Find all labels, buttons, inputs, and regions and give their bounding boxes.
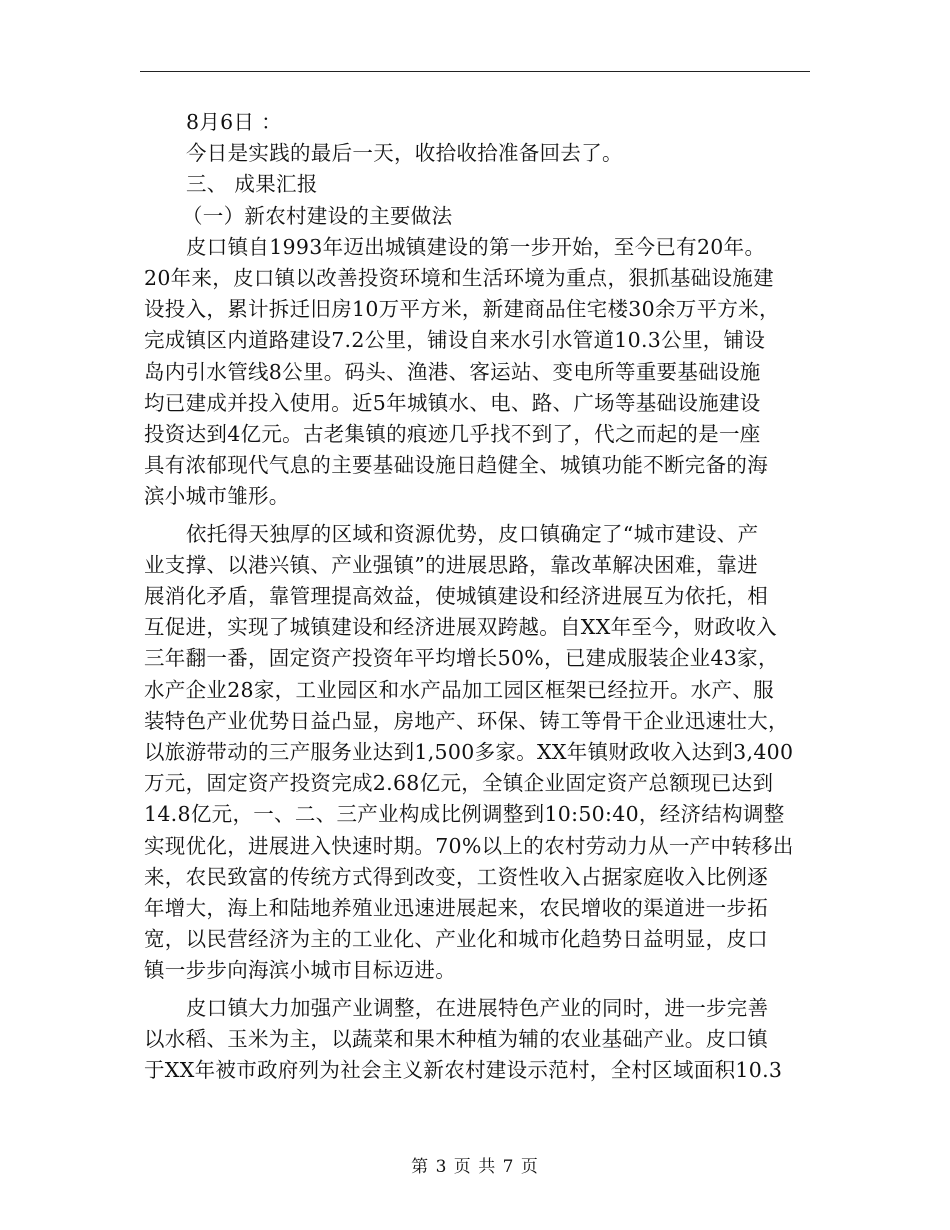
- text-line: 三年翻一番，固定资产投资年平均增长50%，已建成服装企业43家，: [144, 646, 779, 671]
- text-line: 以旅游带动的三产服务业达到1,500多家。XX年镇财政收入达到3,400: [144, 740, 794, 765]
- text-line: 皮口镇自1993年迈出城镇建设的第一步开始，至今已有20年。: [186, 234, 766, 259]
- text-line: 实现优化，进展进入快速时期。70%以上的农村劳动力从一产中转移出: [144, 833, 794, 858]
- text-line: 宽，以民营经济为主的工业化、产业化和城市化趋势日益明显，皮口: [144, 927, 768, 952]
- text-line: 于XX年被市政府列为社会主义新农村建设示范村，全村区域面积10.3: [144, 1058, 783, 1083]
- text-line: 装特色产业优势日益凸显，房地产、环保、铸工等骨干企业迅速壮大，: [144, 708, 789, 733]
- text-line: 展消化矛盾，靠管理提高效益，使城镇建设和经济进展互为依托，相: [144, 584, 768, 609]
- header-rule: [140, 71, 810, 72]
- text-line: （一）新农村建设的主要做法: [182, 203, 453, 228]
- text-line: 今日是实践的最后一天，收拾收拾准备回去了。: [186, 141, 623, 166]
- text-line: 三、 成果汇报: [186, 172, 318, 197]
- text-line: 投资达到4亿元。古老集镇的痕迹几乎找不到了，代之而起的是一座: [144, 422, 761, 447]
- text-line: 以水稻、玉米为主，以蔬菜和果木种植为辅的农业基础产业。皮口镇: [144, 1026, 768, 1051]
- text-line: 岛内引水管线8公里。码头、渔港、客运站、变电所等重要基础设施: [144, 359, 761, 384]
- text-line: 镇一步步向海滨小城市目标迈进。: [144, 958, 456, 983]
- text-line: 互促进，实现了城镇建设和经济进展双跨越。自XX年至今，财政收入: [144, 615, 777, 640]
- text-line: 完成镇区内道路建设7.2公里，铺设自来水引水管道10.3公里，铺设: [144, 328, 766, 353]
- text-line: 业支撑、以港兴镇、产业强镇”的进展思路，靠改革解决困难，靠进: [144, 552, 758, 577]
- text-line: 20年来，皮口镇以改善投资环境和生活环境为重点，狠抓基础设施建: [144, 266, 774, 291]
- page-footer: 第 3 页 共 7 页: [411, 1157, 539, 1177]
- text-line: 来，农民致富的传统方式得到改变，工资性收入占据家庭收入比例逐: [144, 864, 768, 889]
- text-line: 滨小城市雏形。: [144, 484, 290, 509]
- text-line: 皮口镇大力加强产业调整，在进展特色产业的同时，进一步完善: [186, 995, 769, 1020]
- text-line: 14.8亿元，一、二、三产业构成比例调整到10:50:40，经济结构调整: [144, 802, 785, 827]
- text-line: 万元，固定资产投资完成2.68亿元，全镇企业固定资产总额现已达到: [144, 771, 774, 796]
- text-line: 8月6日 ：: [186, 110, 282, 134]
- text-line: 具有浓郁现代气息的主要基础设施日趋健全、城镇功能不断完备的海: [144, 453, 768, 478]
- text-line: 依托得天独厚的区域和资源优势，皮口镇确定了“城市建设、产: [186, 521, 759, 546]
- text-line: 均已建成并投入使用。近5年城镇水、电、路、广场等基础设施建设: [144, 390, 761, 415]
- text-line: 年增大，海上和陆地养殖业迅速进展起来，农民增收的渠道进一步拓: [144, 896, 768, 921]
- document-body: [144, 107, 810, 1086]
- text-line: 水产企业28家，工业园区和水产品加工园区框架已经拉开。水产、服: [144, 677, 774, 702]
- text-line: 设投入，累计拆迁旧房10万平方米，新建商品住宅楼30余万平方米，: [144, 297, 780, 322]
